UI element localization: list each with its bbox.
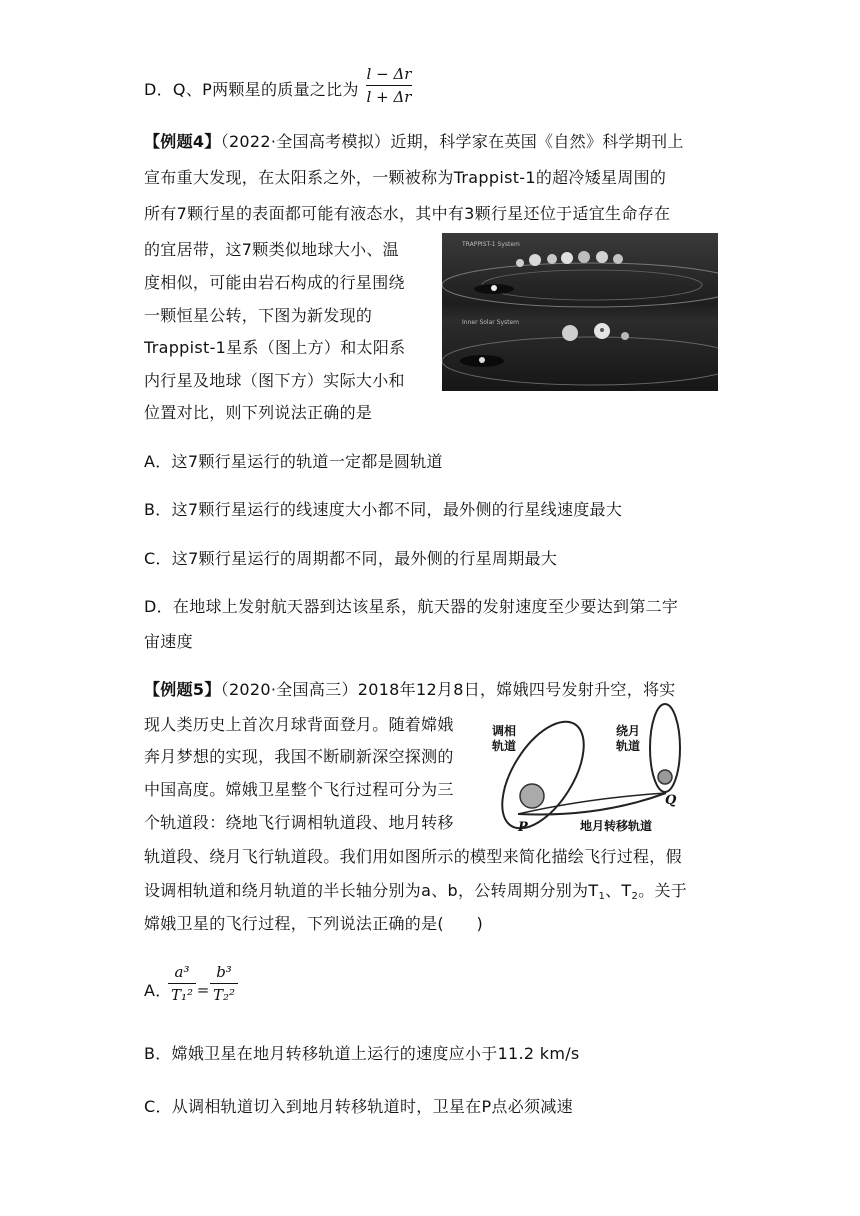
period-subscript-1: 1 xyxy=(598,891,606,902)
example4-option-d-cont: 宙速度 xyxy=(144,632,193,651)
example5-option-a-label: A． xyxy=(144,981,172,1000)
orbit-diagram xyxy=(488,700,708,840)
example4-line-4: 的宜居带，这7颗类似地球大小、温 xyxy=(144,240,399,259)
example4-option-c: C．这7颗行星运行的周期都不同，最外侧的行星周期最大 xyxy=(144,549,558,568)
example4-text-1: （2022·全国高考模拟）近期，科学家在英国《自然》科学期刊上 xyxy=(220,132,684,151)
lunar-orbit-label-2: 轨道 xyxy=(616,739,641,753)
example5-line-7 xyxy=(144,881,687,907)
trappist-photo-label-top: TRAPPIST-1 System xyxy=(462,241,520,248)
transfer-orbit-label: 地月转移轨道 xyxy=(580,819,653,833)
period-separator: 、T xyxy=(605,881,632,900)
example5-line-2: 现人类历史上首次月球背面登月。随着嫦娥 xyxy=(144,715,454,734)
phase-orbit-label-1: 调相 xyxy=(492,724,517,738)
mass-ratio-fraction xyxy=(366,64,412,107)
example4-line-5: 度相似，可能由岩石构成的行星围绕 xyxy=(144,273,405,292)
kepler-right-fraction xyxy=(210,962,238,1005)
example4-option-a: A．这7颗行星运行的轨道一定都是圆轨道 xyxy=(144,452,443,471)
example4-line-9: 位置对比，则下列说法正确的是 xyxy=(144,403,373,422)
period-subscript-2: 2 xyxy=(631,891,639,902)
example5-line-6: 轨道段、绕月飞行轨道段。我们用如图所示的模型来简化描绘飞行过程，假 xyxy=(144,847,682,866)
phase-orbit-label xyxy=(492,724,516,754)
kepler-right-numerator: b³ xyxy=(216,963,232,981)
example4-option-b: B．这7颗行星运行的线速度大小都不同，最外侧的行星线速度最大 xyxy=(144,500,623,519)
kepler-left-fraction xyxy=(168,962,196,1005)
example5-line-4: 中国高度。嫦娥卫星整个飞行过程可分为三 xyxy=(144,780,454,799)
example4-line-6: 一颗恒星公转，下图为新发现的 xyxy=(144,306,373,325)
lunar-orbit-label-1: 绕月 xyxy=(616,724,641,738)
lunar-orbit-label xyxy=(616,724,640,754)
fraction-denominator: l + Δr xyxy=(366,88,412,106)
example5-text-7: 设调相轨道和绕月轨道的半长轴分别为a、b，公转周期分别为T xyxy=(144,881,599,900)
prev-option-d xyxy=(144,80,359,100)
example4-line-2: 宣布重大发现，在太阳系之外，一颗被称为Trappist-1的超冷矮星周围的 xyxy=(144,168,667,187)
example5-line-1 xyxy=(144,680,676,700)
fraction-bar xyxy=(366,85,412,86)
example4-option-d: D．在地球上发射航天器到达该星系，航天器的发射速度至少要达到第二宇 xyxy=(144,597,679,616)
example5-tag: 【例题5】 xyxy=(144,680,221,699)
example4-line-1 xyxy=(144,132,684,152)
point-p-label: P xyxy=(518,820,528,835)
kepler-left-numerator: a³ xyxy=(174,963,190,981)
trappist-photo-graphic xyxy=(442,233,718,391)
example4-line-8: 内行星及地球（图下方）实际大小和 xyxy=(144,371,405,390)
fraction-numerator: l − Δr xyxy=(366,65,412,83)
example4-tag: 【例题4】 xyxy=(144,132,221,151)
example5-line-8: 嫦娥卫星的飞行过程，下列说法正确的是( ) xyxy=(144,914,484,933)
example4-line-7: Trappist-1星系（图上方）和太阳系 xyxy=(144,338,406,357)
kepler-right-bar xyxy=(210,983,238,984)
example5-text-1: （2020·全国高三）2018年12月8日，嫦娥四号发射升空，将实 xyxy=(220,680,676,699)
example5-option-c: C．从调相轨道切入到地月转移轨道时，卫星在P点必须减速 xyxy=(144,1097,573,1116)
kepler-right-denominator: T₂² xyxy=(212,986,236,1004)
kepler-left-bar xyxy=(168,983,196,984)
trappist-photo-label-bottom: Inner Solar System xyxy=(462,319,520,326)
prev-option-d-text: D．Q、P两颗星的质量之比为 xyxy=(144,80,359,99)
example5-line-5: 个轨道段：绕地飞行调相轨道段、地月转移 xyxy=(144,813,454,832)
trappist-comparison-photo xyxy=(442,233,718,391)
example5-line-3: 奔月梦想的实现，我国不断刷新深空探测的 xyxy=(144,747,454,766)
example4-line-3: 所有7颗行星的表面都可能有液态水，其中有3颗行星还位于适宜生命存在 xyxy=(144,204,671,223)
point-q-label: Q xyxy=(665,793,677,808)
kepler-left-denominator: T₁² xyxy=(170,986,194,1004)
example5-option-b: B．嫦娥卫星在地月转移轨道上运行的速度应小于11.2 km/s xyxy=(144,1044,580,1063)
kepler-equals: = xyxy=(196,981,210,999)
example5-text-7-tail: 。关于 xyxy=(638,881,688,900)
phase-orbit-label-2: 轨道 xyxy=(492,739,517,753)
